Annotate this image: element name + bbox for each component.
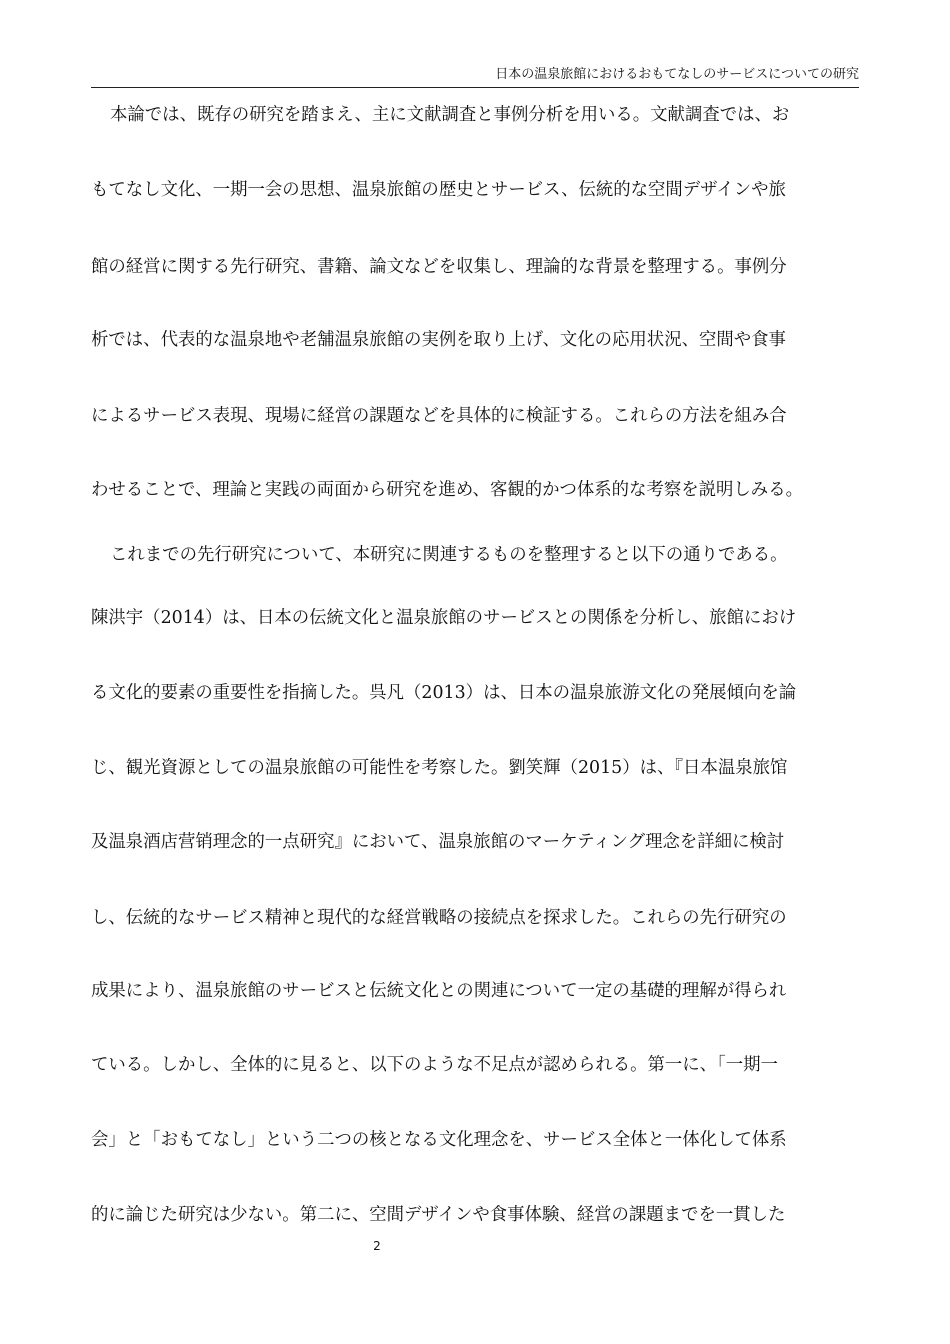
body-line: 本論では、既存の研究を踏まえ、主に文献調査と事例分析を用いる。文献調査では、お (110, 105, 790, 125)
running-header: 日本の温泉旅館におけるおもてなしのサービスについての研究 (495, 67, 859, 82)
body-line: し、伝統的なサービス精神と現代的な経営戦略の接続点を探求した。これらの先行研究の (91, 908, 787, 928)
body-line: じ、観光資源としての温泉旅館の可能性を考察した。劉笑輝（2015）は、『日本温泉旅馆 (91, 758, 788, 778)
body-line: る文化的要素の重要性を指摘した。呉凡（2013）は、日本の温泉旅游文化の発展傾向を論 (91, 683, 797, 703)
header-divider (91, 87, 859, 88)
body-line: 館の経営に関する先行研究、書籍、論文などを収集し、理論的な背景を整理する。事例分 (91, 257, 787, 277)
body-line: 成果により、温泉旅館のサービスと伝統文化との関連について一定の基礎的理解が得られ (91, 981, 787, 1001)
body-line: これまでの先行研究について、本研究に関連するものを整理すると以下の通りである。 (110, 545, 788, 565)
body-line: わせることで、理論と実践の両面から研究を進め、客観的かつ体系的な考察を説明しみる。 (91, 480, 803, 500)
body-line: もてなし文化、一期一会の思想、温泉旅館の歴史とサービス、伝統的な空間デザインや旅 (91, 180, 786, 200)
page-number: 2 (373, 1239, 381, 1253)
body-line: 的に論じた研究は少ない。第二に、空間デザインや食事体験、経営の課題までを一貫した (91, 1205, 786, 1225)
body-line: 会」と「おもてなし」という二つの核となる文化理念を、サービス全体と一体化して体系 (91, 1130, 787, 1150)
body-line: 及温泉酒店营销理念的一点研究』において、温泉旅館のマーケティング理念を詳細に検討 (91, 832, 785, 852)
body-line: によるサービス表現、現場に経営の課題などを具体的に検証する。これらの方法を組み合 (91, 406, 787, 426)
body-line: 析では、代表的な温泉地や老舗温泉旅館の実例を取り上げ、文化の応用状況、空間や食事 (91, 330, 786, 350)
body-line: 陳洪宇（2014）は、日本の伝統文化と温泉旅館のサービスとの関係を分析し、旅館におけ (91, 608, 797, 628)
body-line: ている。しかし、全体的に見ると、以下のような不足点が認められる。第一に、「一期一 (91, 1055, 778, 1075)
